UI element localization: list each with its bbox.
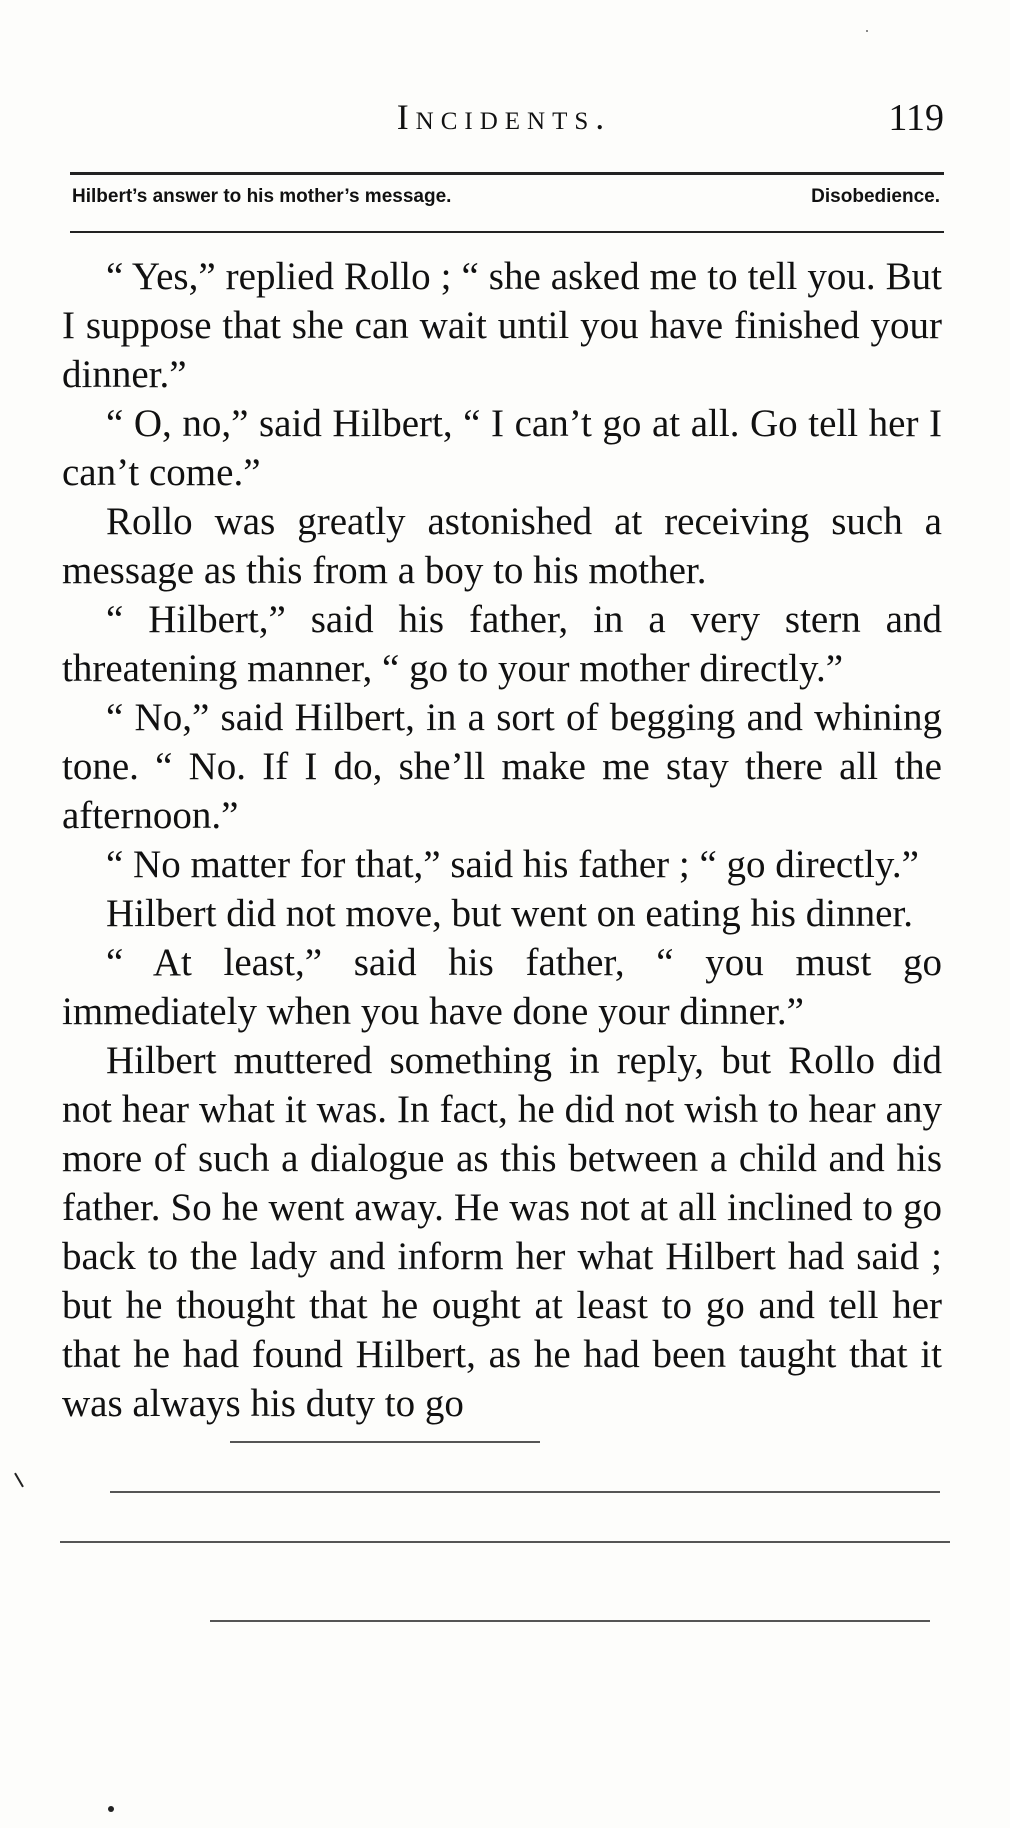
dust-speck	[866, 30, 868, 32]
paragraph: “ Yes,” replied Rollo ; “ she asked me to tell you. But I suppose that she can wait until you have finished your dinner.”	[62, 255, 942, 396]
paragraph: “ No matter for that,” said his father ; “ go directly.”	[106, 843, 919, 886]
running-title: Incidents.	[396, 97, 612, 137]
paragraph: “ No,” said Hilbert, in a sort of begging and whining tone. “ No. If I do, she’ll make me stay there all the afternoon.”	[62, 696, 942, 837]
page-number: 119	[888, 97, 944, 139]
body-text	[62, 252, 942, 1428]
paragraph: “ Hilbert,” said his father, in a very stern and threatening manner, “ go to your mother directly.”	[62, 598, 942, 690]
paragraph: Hilbert muttered something in reply, but Rollo did not hear what it was. In fact, he did not wish to hear any more of such a dialogue as this between a child and his father. So he went away. He was not at all inclined to go back to the lady and inform her what Hilbert had said ; but he thought that he ought at least to go and tell her that he had found Hilbert, as he had been taught that it was always his duty to go	[62, 1039, 942, 1425]
underline-mark	[60, 1541, 950, 1543]
paragraph: Hilbert did not move, but went on eating his dinner.	[106, 892, 913, 935]
underline-mark	[230, 1441, 540, 1443]
paragraph: “ O, no,” said Hilbert, “ I can’t go at all. Go tell her I can’t come.”	[62, 402, 942, 494]
paragraph: Rollo was greatly astonished at receiving such a message as this from a boy to his mother.	[62, 500, 942, 592]
underline-mark	[110, 1491, 940, 1493]
running-head	[64, 96, 944, 156]
topic-heading-left: Hilbert’s answer to his mother’s message.	[72, 186, 452, 207]
header-rule	[70, 172, 944, 175]
margin-tick	[14, 1473, 24, 1488]
subheader-rule	[70, 231, 944, 233]
dust-speck	[108, 1806, 114, 1812]
paragraph: “ At least,” said his father, “ you must go immediately when you have done your dinner.”	[62, 941, 942, 1033]
topic-heading-right: Disobedience.	[811, 186, 940, 207]
underline-mark	[210, 1620, 930, 1622]
